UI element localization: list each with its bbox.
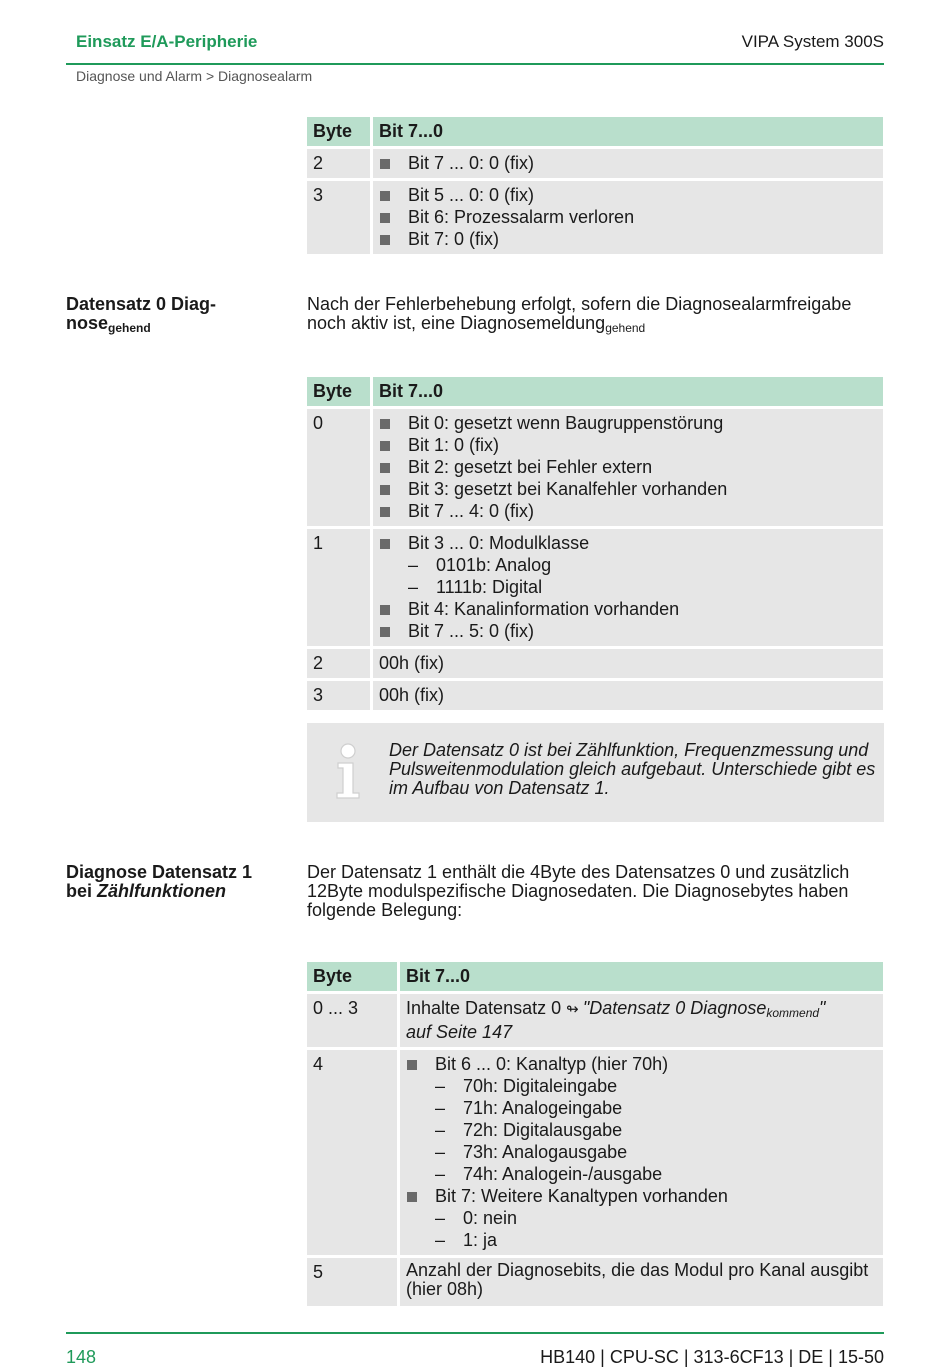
bits-cell xyxy=(373,529,883,646)
byte-table-ds0-gehend xyxy=(304,374,886,713)
section-heading-ds0-gehend xyxy=(66,295,216,333)
byte-cell: 3 xyxy=(307,681,370,710)
bits-cell: 00h (fix) xyxy=(373,681,883,710)
byte-cell: 3 xyxy=(307,181,370,254)
list-item: Bit 5 ... 0: 0 (fix) xyxy=(379,184,877,206)
sub-list-item: – 72h: Digitalausgabe xyxy=(406,1119,877,1141)
bits-cell xyxy=(373,149,883,178)
list-item: Bit 1: 0 (fix) xyxy=(379,434,877,456)
list-item: Bit 2: gesetzt bei Fehler extern xyxy=(379,456,877,478)
byte-cell: 0 xyxy=(307,409,370,526)
heading-subscript: gehend xyxy=(108,321,151,335)
page-number: 148 xyxy=(66,1347,97,1367)
sub-list-item: – 1: ja xyxy=(406,1229,877,1251)
section-heading-ds1 xyxy=(66,863,252,901)
byte-cell: 1 xyxy=(307,529,370,646)
heading-text: bei xyxy=(66,881,98,901)
note-text: Der Datensatz 0 ist bei Zählfunktion, Frequenzmessung und Pulsweitenmodulation gleich aufgebaut. Unterschiede gibt es im Aufbau von Datensatz 1. xyxy=(389,740,876,798)
col-header-byte: Byte xyxy=(307,962,397,991)
table-row xyxy=(307,1258,883,1306)
list-item: Bit 7 ... 5: 0 (fix) xyxy=(379,620,877,642)
list-item: Bit 3 ... 0: Modulklasse xyxy=(379,532,877,554)
list-item: Bit 3: gesetzt bei Kanalfehler vorhanden xyxy=(379,478,877,500)
paragraph-text: Nach der Fehlerbehebung erfolgt, sofern die Diagnosealarmfreigabe noch aktiv ist, eine Diagnosemeldung xyxy=(307,294,852,333)
sub-list-item: – 0: nein xyxy=(406,1207,877,1229)
list-item: Bit 6 ... 0: Kanaltyp (hier 70h) xyxy=(406,1053,877,1075)
col-header-byte: Byte xyxy=(307,117,370,146)
bits-cell: 00h (fix) xyxy=(373,649,883,678)
table-row xyxy=(307,181,883,254)
link-quote[interactable]: " xyxy=(819,998,826,1018)
byte-cell: 0 ... 3 xyxy=(307,994,397,1047)
byte-cell: 2 xyxy=(307,149,370,178)
sub-list-item: – 0101b: Analog xyxy=(379,554,877,576)
document-id: HB140 | CPU-SC | 313-6CF13 | DE | 15-50 xyxy=(540,1347,884,1367)
paragraph-subscript: gehend xyxy=(605,321,646,335)
col-header-byte: Byte xyxy=(307,377,370,406)
table-row xyxy=(307,149,883,178)
sub-list-item: – 74h: Analogein-/ausgabe xyxy=(406,1163,877,1185)
info-note xyxy=(307,723,884,822)
bits-cell xyxy=(400,994,883,1047)
bits-cell xyxy=(373,181,883,254)
table-row xyxy=(307,994,883,1047)
arrow-link-icon: ↬ xyxy=(566,1001,583,1018)
bits-cell: Anzahl der Diagnosebits, die das Modul pro Kanal ausgibt (hier 08h) xyxy=(400,1258,883,1306)
table-row xyxy=(307,1050,883,1255)
list-item: Bit 4: Kanalinformation vorhanden xyxy=(379,598,877,620)
sub-list-item: – 70h: Digitaleingabe xyxy=(406,1075,877,1097)
byte-cell: 4 xyxy=(307,1050,397,1255)
bits-cell xyxy=(373,409,883,526)
header-section-title: Einsatz E/A-Peripherie xyxy=(76,32,258,51)
cell-text: Inhalte Datensatz 0 xyxy=(406,998,567,1018)
heading-line xyxy=(66,882,252,901)
col-header-bits: Bit 7...0 xyxy=(373,117,883,146)
table-row xyxy=(307,409,883,526)
table-row xyxy=(307,681,883,710)
info-icon xyxy=(333,743,363,799)
link-page[interactable]: auf Seite 147 xyxy=(406,1022,513,1042)
heading-text: nose xyxy=(66,313,109,333)
col-header-bits: Bit 7...0 xyxy=(373,377,883,406)
sub-list-item: – 71h: Analogeingabe xyxy=(406,1097,877,1119)
list-item: Bit 6: Prozessalarm verloren xyxy=(379,206,877,228)
link-subscript[interactable]: kommend xyxy=(766,1006,820,1020)
heading-italic: Zählfunktionen xyxy=(97,881,227,901)
col-header-bits: Bit 7...0 xyxy=(400,962,883,991)
byte-table-ds1 xyxy=(304,959,886,1309)
list-item: Bit 7: Weitere Kanaltypen vorhanden xyxy=(406,1185,877,1207)
list-item: Bit 7 ... 4: 0 (fix) xyxy=(379,500,877,522)
list-item: Bit 7: 0 (fix) xyxy=(379,228,877,250)
byte-cell: 5 xyxy=(307,1258,397,1306)
sub-list-item: – 1111b: Digital xyxy=(379,576,877,598)
byte-cell: 2 xyxy=(307,649,370,678)
footer-divider xyxy=(66,1332,884,1334)
bits-cell xyxy=(400,1050,883,1255)
heading-line xyxy=(66,314,216,333)
section-text-ds0-gehend xyxy=(307,295,877,333)
byte-table-alarm-verloren xyxy=(304,114,886,257)
list-item: Bit 7 ... 0: 0 (fix) xyxy=(379,152,877,174)
breadcrumb: Diagnose und Alarm > Diagnosealarm xyxy=(76,68,313,84)
link-text[interactable]: "Datensatz 0 Diagnose xyxy=(582,998,767,1018)
list-item: Bit 0: gesetzt wenn Baugruppenstörung xyxy=(379,412,877,434)
section-text-ds1: Der Datensatz 1 enthält die 4Byte des Datensatzes 0 und zusätzlich 12Byte modulspezifische Diagnosedaten. Die Diagnosebytes haben folgende Belegung: xyxy=(307,862,850,920)
heading-line: Datensatz 0 Diag- xyxy=(66,294,217,314)
heading-line: Diagnose Datensatz 1 xyxy=(66,862,253,882)
header-product-name: VIPA System 300S xyxy=(741,32,884,51)
table-row xyxy=(307,529,883,646)
table-row xyxy=(307,649,883,678)
sub-list-item: – 73h: Analogausgabe xyxy=(406,1141,877,1163)
header-divider xyxy=(66,63,884,65)
